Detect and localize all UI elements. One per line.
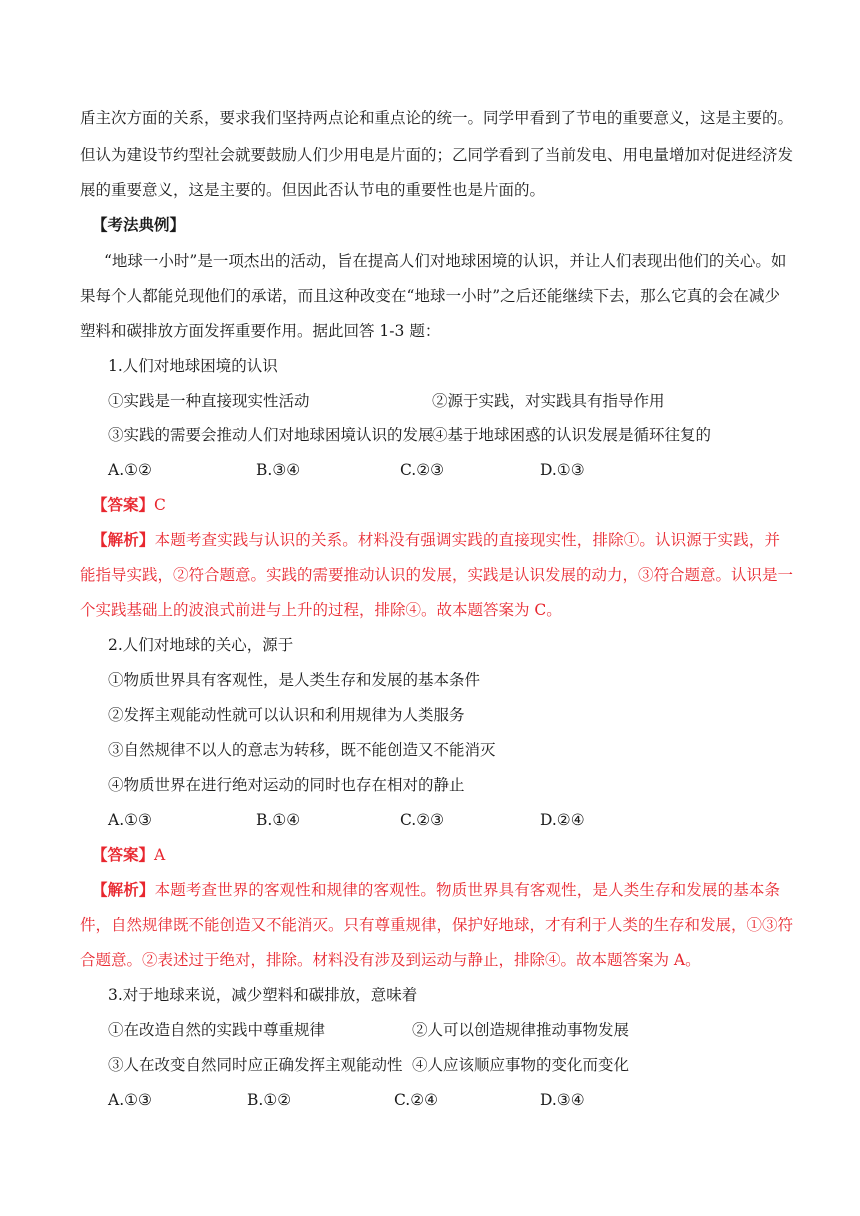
answer-label: 【答案】 bbox=[92, 495, 155, 514]
q3-option-3: ③人在改变自然同时应正确发挥主观能动性 bbox=[108, 1056, 403, 1074]
q1-choice-d: D.①③ bbox=[540, 461, 585, 479]
q2-analysis-line: 件，自然规律既不能创造又不能消灭。只有尊重规律，保护好地球，才有利于人类的生存和发展，①③符 bbox=[80, 916, 794, 934]
section-title: 【考法典例】 bbox=[92, 215, 186, 234]
q2-choice-d: D.②④ bbox=[540, 811, 585, 829]
q2-option-4: ④物质世界在进行绝对运动的同时也存在相对的静止 bbox=[108, 776, 465, 794]
question-stem-3: 3.对于地球来说，减少塑料和碳排放，意味着 bbox=[108, 986, 418, 1004]
q2-analysis-line bbox=[92, 880, 780, 900]
q3-option-2: ②人可以创造规律推动事物发展 bbox=[412, 1021, 630, 1039]
q1-analysis-line: 个实践基础上的波浪式前进与上升的过程，排除④。故本题答案为 C。 bbox=[80, 601, 562, 619]
q1-choice-a: A.①② bbox=[108, 461, 152, 479]
q1-answer bbox=[92, 495, 166, 515]
material-line: 塑料和碳排放方面发挥重要作用。据此回答 1-3 题： bbox=[80, 322, 441, 340]
q1-analysis-line bbox=[92, 530, 780, 550]
q2-choice-a: A.①③ bbox=[108, 811, 152, 829]
question-stem-1: 1.人们对地球困境的认识 bbox=[108, 357, 278, 375]
q1-option-2: ②源于实践，对实践具有指导作用 bbox=[432, 392, 665, 410]
q2-option-1: ①物质世界具有客观性，是人类生存和发展的基本条件 bbox=[108, 671, 481, 689]
q1-choice-b: B.③④ bbox=[256, 461, 301, 479]
q1-option-4: ④基于地球困惑的认识发展是循环往复的 bbox=[432, 426, 712, 444]
answer-value: C bbox=[154, 496, 166, 514]
analysis-label: 【解析】 bbox=[92, 530, 155, 549]
q3-option-4: ④人应该顺应事物的变化而变化 bbox=[412, 1056, 630, 1074]
material-line: 果每个人都能兑现他们的承诺，而且这种改变在“地球一小时”之后还能继续下去，那么它真的会在减少 bbox=[80, 287, 780, 305]
q1-analysis-line: 能指导实践，②符合题意。实践的需要推动认识的发展，实践是认识发展的动力，③符合题意。认识是一 bbox=[80, 566, 794, 584]
analysis-label: 【解析】 bbox=[92, 880, 155, 899]
answer-label: 【答案】 bbox=[92, 845, 155, 864]
q1-option-3: ③实践的需要会推动人们对地球困境认识的发展 bbox=[108, 426, 434, 444]
analysis-text: 本题考查世界的客观性和规律的客观性。物质世界具有客观性，是人类生存和发展的基本条 bbox=[154, 881, 780, 899]
intro-line: 盾主次方面的关系，要求我们坚持两点论和重点论的统一。同学甲看到了节电的重要意义，这是主要的。 bbox=[80, 109, 794, 127]
q3-choice-b: B.①② bbox=[247, 1091, 292, 1109]
q3-choice-a: A.①③ bbox=[108, 1091, 152, 1109]
q1-option-1: ①实践是一种直接现实性活动 bbox=[108, 392, 310, 410]
intro-line: 展的重要意义，这是主要的。但因此否认节电的重要性也是片面的。 bbox=[80, 181, 546, 199]
analysis-text: 本题考查实践与认识的关系。材料没有强调实践的直接现实性，排除①。认识源于实践，并 bbox=[154, 531, 780, 549]
q3-choice-c: C.②④ bbox=[394, 1091, 439, 1109]
q2-choice-b: B.①④ bbox=[256, 811, 301, 829]
question-stem-2: 2.人们对地球的关心，源于 bbox=[108, 636, 294, 654]
q3-option-1: ①在改造自然的实践中尊重规律 bbox=[108, 1021, 326, 1039]
q3-choice-d: D.③④ bbox=[540, 1091, 585, 1109]
q1-choice-c: C.②③ bbox=[400, 461, 445, 479]
material-line: “地球一小时”是一项杰出的活动，旨在提高人们对地球困境的认识，并让人们表现出他们的关心。如 bbox=[104, 252, 787, 270]
q2-analysis-line: 合题意。②表述过于绝对，排除。材料没有涉及到运动与静止，排除④。故本题答案为 A。 bbox=[80, 951, 701, 969]
q2-choice-c: C.②③ bbox=[400, 811, 445, 829]
q2-option-2: ②发挥主观能动性就可以认识和利用规律为人类服务 bbox=[108, 706, 465, 724]
intro-line: 但认为建设节约型社会就要鼓励人们少用电是片面的；乙同学看到了当前发电、用电量增加对促进经济发 bbox=[80, 146, 794, 164]
q2-option-3: ③自然规律不以人的意志为转移，既不能创造又不能消灭 bbox=[108, 741, 496, 759]
q2-answer bbox=[92, 845, 165, 865]
answer-value: A bbox=[154, 846, 166, 864]
